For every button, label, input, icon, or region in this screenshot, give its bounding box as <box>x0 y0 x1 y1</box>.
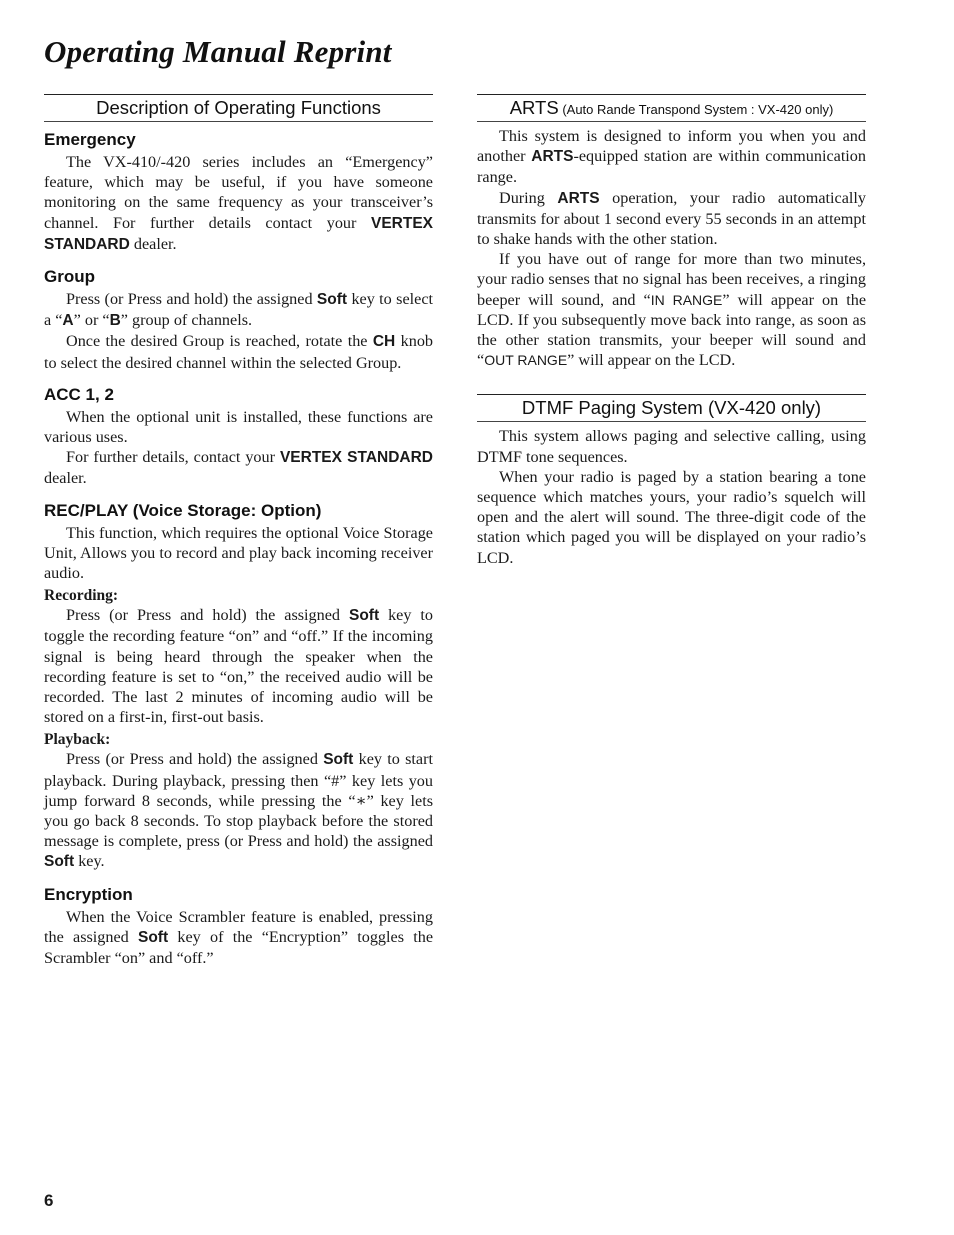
text: During <box>499 188 558 207</box>
arts-heading-subtitle: (Auto Rande Transpond System : VX-420 only) <box>558 102 834 117</box>
arts-term: ARTS <box>531 148 574 166</box>
text: ” or “ <box>73 311 110 330</box>
text: operation, your radio automatically transmits for about 1 second every 55 seconds in an attempt to shake hands with the other station. <box>477 188 866 249</box>
section-heading-dtmf: DTMF Paging System (VX-420 only) <box>477 394 866 422</box>
page-number: 6 <box>44 1191 54 1210</box>
group-heading: Group <box>44 267 95 287</box>
arts-paragraph-1 <box>477 126 866 188</box>
text: key of the “Encryption” toggles the Scrambler “on” and “off.” <box>44 927 434 968</box>
text: key to select a “ <box>44 290 433 330</box>
key-name: Soft <box>138 928 169 946</box>
lcd-message-out-range: OUT RANGE <box>484 352 568 369</box>
knob-name: CH <box>372 333 396 351</box>
brand-name: VERTEX STANDARD <box>44 214 433 253</box>
acc-heading: ACC 1, 2 <box>44 384 114 404</box>
text: Once the desired Group is reached, rotate the <box>66 332 373 351</box>
group-b: B <box>109 312 121 330</box>
recording-paragraph <box>44 605 433 727</box>
recplay-heading: REC/PLAY (Voice Storage: Option) <box>44 500 322 520</box>
acc-paragraph-2 <box>44 447 433 488</box>
text: ” will appear on the LCD. If you subsequently move back into range, as soon as the other station transmits, your beeper will sound and “ <box>477 290 867 370</box>
key-name: Soft <box>316 291 348 309</box>
emergency-paragraph <box>44 152 433 255</box>
arts-term: ARTS <box>557 189 600 207</box>
key-name: Soft <box>44 853 75 871</box>
recording-label: Recording: <box>44 587 119 605</box>
group-paragraph-1 <box>44 289 433 331</box>
section-heading-arts <box>477 94 866 122</box>
arts-heading-main: ARTS <box>509 97 559 118</box>
lcd-message-in-range: IN RANGE <box>650 291 723 308</box>
playback-paragraph <box>44 749 433 872</box>
dtmf-paragraph-2: When your radio is paged by a station bearing a tone sequence which matches yours, your radio’s squelch will open and the alert will sound. The three-digit code of the station which paged you will be displayed on your radio’s LCD. <box>477 467 866 567</box>
group-paragraph-2 <box>44 331 433 372</box>
section-heading-operating-functions: Description of Operating Functions <box>44 94 433 122</box>
text: This system is designed to inform you when you and another <box>477 127 866 166</box>
text: key to toggle the recording feature “on” and “off.” If the incoming signal is being heard through the speaker when the recording feature is set to “on,” the received audio will be recorded. The last 2 minutes of incoming audio will be stored on a first-in, first-out basis. <box>44 606 433 727</box>
text: When the Voice Scrambler feature is enabled, pressing the assigned <box>44 907 433 946</box>
text: dealer. <box>129 234 177 253</box>
brand-name: VERTEX STANDARD <box>279 449 433 467</box>
group-a: A <box>62 312 74 330</box>
text: For further details, contact your <box>66 448 280 467</box>
text: Press (or Press and hold) the assigned <box>66 606 349 625</box>
text: ” will appear on the LCD. <box>567 351 736 370</box>
arts-paragraph-2 <box>477 188 866 250</box>
encryption-paragraph <box>44 907 433 969</box>
text: -equipped station are within communication range. <box>477 147 866 187</box>
text: ” group of channels. <box>120 311 253 330</box>
playback-label: Playback: <box>44 731 111 749</box>
recplay-paragraph-1: This function, which requires the optional Voice Storage Unit, Allows you to record and play back incoming receiver audio. <box>44 523 433 583</box>
emergency-heading: Emergency <box>44 130 136 149</box>
text: dealer. <box>44 469 87 488</box>
encryption-heading: Encryption <box>44 884 133 904</box>
page-title: Operating Manual Reprint <box>44 34 392 69</box>
acc-paragraph-1: When the optional unit is installed, these functions are various uses. <box>44 407 433 447</box>
text: The VX-410/-420 series includes an “Emergency” feature, which may be useful, if you have someone monitoring on the same frequency as your transceiver’s channel. For further details contact your <box>44 153 433 232</box>
key-name: Soft <box>323 751 354 769</box>
right-column <box>477 94 866 568</box>
text: key. <box>74 852 105 871</box>
text: Press (or Press and hold) the assigned <box>66 750 324 769</box>
arts-paragraph-3 <box>477 249 866 370</box>
dtmf-paragraph-1: This system allows paging and selective calling, using DTMF tone sequences. <box>477 427 866 466</box>
text: knob to select the desired channel within the selected Group. <box>44 332 434 372</box>
spacer <box>477 370 866 394</box>
text: If you have out of range for more than two minutes, your radio senses that no signal has been receives, a ringing beeper will sound, and “ <box>477 250 866 309</box>
text: key to start playback. During playback, pressing then “#” key lets you jump forward 8 seconds, while pressing the “∗” key lets you go back 8 seconds. To stop playback before the stored message is complete, press (or Press and hold) the assigned <box>44 750 433 851</box>
text: Press (or Press and hold) the assigned <box>66 290 317 309</box>
left-column <box>44 94 433 968</box>
key-name: Soft <box>348 607 380 625</box>
